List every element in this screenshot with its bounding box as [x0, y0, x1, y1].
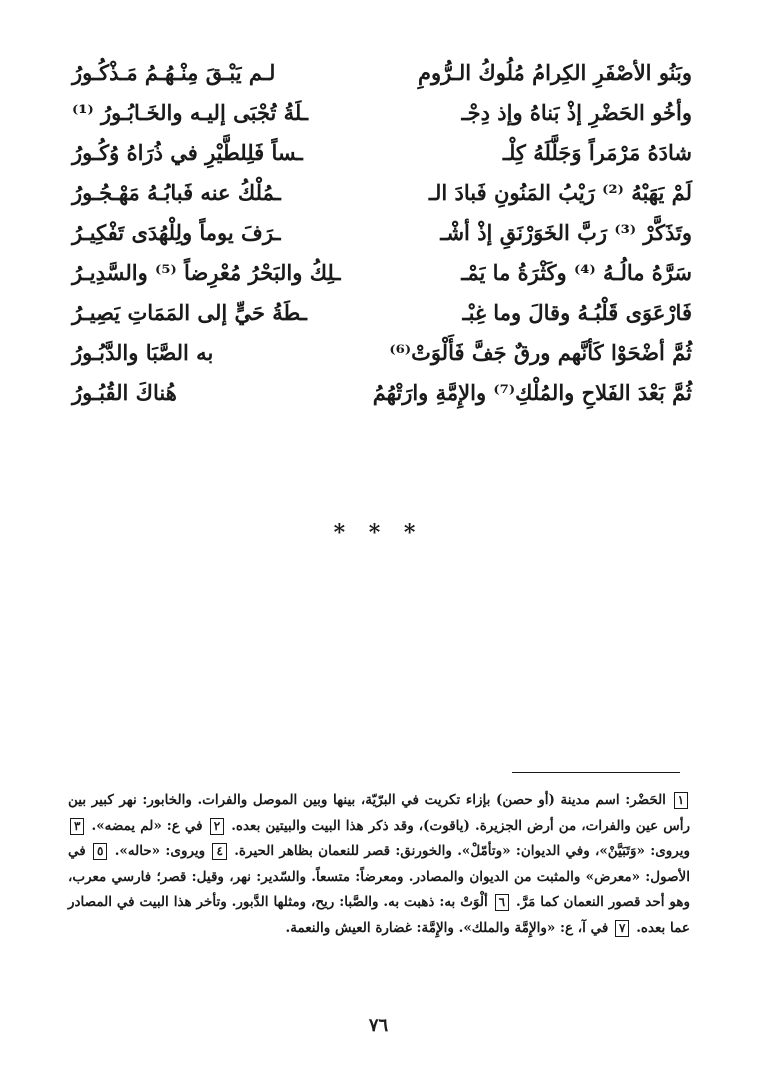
verse-line: [72, 212, 692, 252]
first-hemistich: شادَهُ مَرْمَراً وَجَلَّلَهُ كِلْـ: [502, 139, 692, 165]
second-hemistich: ـلَةُ تُجْبَى إليـه والخَـابُـورُ ⁽¹⁾: [72, 99, 309, 125]
footnote-text: في الأصول: «معرض» والمثبت من الديوان والمصادر. ومعرضاً: متسعاً. والسّدير: نهر، وقيل: قصر؛ فارسي معرب، وهو أحد قصور النعمان كما مَرَّ.: [68, 843, 690, 910]
verse-line: [72, 172, 692, 212]
footnote-divider: [512, 772, 680, 773]
first-hemistich: ثُمَّ أضْحَوْا كَأنَّهم ورقٌ جَفَّ فَأَلْوَتْ⁽⁶⁾: [389, 339, 692, 365]
footnote: [109, 843, 228, 859]
poem-block: [72, 52, 692, 412]
first-hemistich: سَرَّهُ مالُـهُ ⁽⁴⁾ وكَثْرَةُ ما يَمْـ: [461, 259, 692, 285]
footnote: [86, 818, 226, 834]
second-hemistich: هُناكَ القُبُـورُ: [72, 379, 177, 405]
footnote-text: الحَضْر: اسم مدينة (أو حصن) بإزاء تكريت في البرّيّة، بينها وبين الموصل والفرات. والخابور: نهر كبير بين رأس عين والفرات، من أرض الجزيرة. (ياقوت)، وقد ذكر هذا البيت والبيتين بعده.: [68, 792, 691, 834]
footnote-text: في ع: «لم يمضه».: [91, 817, 203, 834]
first-hemistich: ثُمَّ بَعْدَ الفَلاحِ والمُلْكِ⁽⁷⁾ والإِمَّةِ وارَتْهُمُ: [372, 379, 692, 405]
verse-line: [72, 372, 692, 412]
first-hemistich: وأخُو الحَضْرِ إذْ بَناهُ وإذ دِجْـ: [461, 99, 692, 125]
second-hemistich: ـساً فَلِلطَّيْرِ في ذُرَاهُ وُكُـورُ: [72, 139, 303, 165]
footnote-number: ٥: [93, 843, 107, 860]
second-hemistich: لـم يَبْـقَ مِنْـهُـمُ مَـذْكُـورُ: [72, 59, 276, 85]
footnote-number: ٢: [210, 818, 224, 835]
verse-line: [72, 252, 692, 292]
first-hemistich: وتَذَكَّرْ ⁽³⁾ رَبَّ الخَوَرْنَقِ إذْ أشْـ: [440, 219, 692, 245]
footnote-text: في آ، ع: «والإِمَّة والملك». والإِمَّة: غضارة العيش والنعمة.: [285, 919, 609, 936]
footnote-number: ٣: [70, 818, 84, 835]
footnote-text: ويروى: «حاله».: [114, 843, 206, 859]
verse-line: [72, 332, 692, 372]
verse-line: [72, 52, 692, 92]
footnote-number: ٦: [495, 894, 509, 911]
first-hemistich: فَارْعَوَى قَلْبُـهُ وقالَ وما غِبْـ: [462, 299, 692, 325]
footnotes: [68, 788, 690, 941]
second-hemistich: ـلِكُ والبَحْرُ مُعْرِضاً ⁽⁵⁾ والسَّدِيـرُ: [72, 259, 341, 285]
second-hemistich: ـمُلْكُ عنه فَبابُـهُ مَهْـجُـورُ: [72, 179, 281, 205]
footnote-number: ١: [674, 792, 688, 809]
footnote-number: ٤: [212, 843, 226, 860]
page-number: ٧٦: [368, 1015, 389, 1036]
verse-line: [72, 92, 692, 132]
footnote-text: ألْوَتْ به: ذهبت به. والصَّبا: ريح، ومثلها الدَّبور. وتأخر هذا البيت في المصادر عما بعده.: [68, 894, 690, 936]
footnote-text: ويروى: «وَتَبَيَّنْ»، وفي الديوان: «وتأمّلْ». والخورنق: قصر للنعمان بظاهر الحيرة.: [234, 843, 691, 859]
second-hemistich: به الصَّبَا والدَّبُـورُ: [72, 339, 214, 365]
first-hemistich: وبَنُو الأصْفَرِ الكِرامُ مُلُوكُ الـرُّومِ: [418, 59, 692, 85]
footnote-number: ٧: [615, 920, 629, 937]
second-hemistich: ـطَةُ حَيٍّ إلى المَمَاتِ يَصِيـرُ: [72, 299, 307, 325]
footnote: [286, 920, 632, 936]
section-separator: * * *: [333, 520, 424, 546]
verse-line: [72, 292, 692, 332]
first-hemistich: لَمْ يَهَبْهُ ⁽²⁾ رَيْبُ المَنُونِ فَبادَ الـ: [428, 179, 692, 205]
verse-line: [72, 132, 692, 172]
second-hemistich: ـرَفَ يوماً ولِلْهُدَى تَفْكِيـرُ: [72, 219, 281, 245]
